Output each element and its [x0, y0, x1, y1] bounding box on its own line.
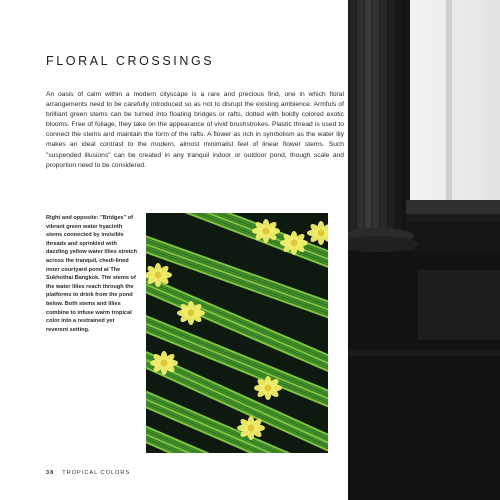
- photo-caption: Right and opposite: "Bridges" of vibrant green water hyacinth stems connected by invisible threads and sprinkled with dazzling yellow water lilies stretch across the tranquil, chedi-lined inner courtyard pond at The Sukhothai Bangkok. The stems of the water lilies reach through the platforms to drink from the pond below. Both stems and lilies combine to infuse warm tropical color into a restrained yet reverent setting.: [46, 215, 138, 333]
- water-lily-flower: [177, 301, 205, 325]
- water-lily-flower: [150, 351, 178, 375]
- water-lily-flower: [254, 376, 282, 400]
- section-title: TROPICAL COLORS: [62, 470, 131, 476]
- page-number: 38: [46, 470, 55, 476]
- water-lily-raft-photo: [146, 213, 328, 453]
- article-title: FLORAL CROSSINGS: [46, 54, 215, 68]
- water-lily-flower: [280, 231, 308, 255]
- water-lily-flower: [237, 416, 265, 440]
- water-lily-flower: [252, 219, 280, 243]
- article-body: An oasis of calm within a modern cityscape is a rare and precious find, one in which floral arrangements need to be carefully introduced so as not to disrupt the existing ambience. Armfuls of brilliant green stems can be turned into floating bridges or rafts, dotted with boldly colored exotic blooms. Free of foliage, they take on the appearance of vivid brushstrokes. Plastic thread is used to connect the stems and maintain the form of the rafts. A flower as rich in symbolism as the water lily makes an ideal contrast to the modern, almost minimalist feel of linear flower stems. Such "suspended illusions" can be created in any tranquil indoor or outdoor pond, though scale and proportion need to be considered.: [46, 91, 344, 169]
- page-folio: [46, 470, 130, 476]
- water-lily-raft-illustration: [146, 213, 328, 453]
- stone-column-photo: [348, 0, 500, 500]
- stone-column-illustration: [348, 0, 500, 500]
